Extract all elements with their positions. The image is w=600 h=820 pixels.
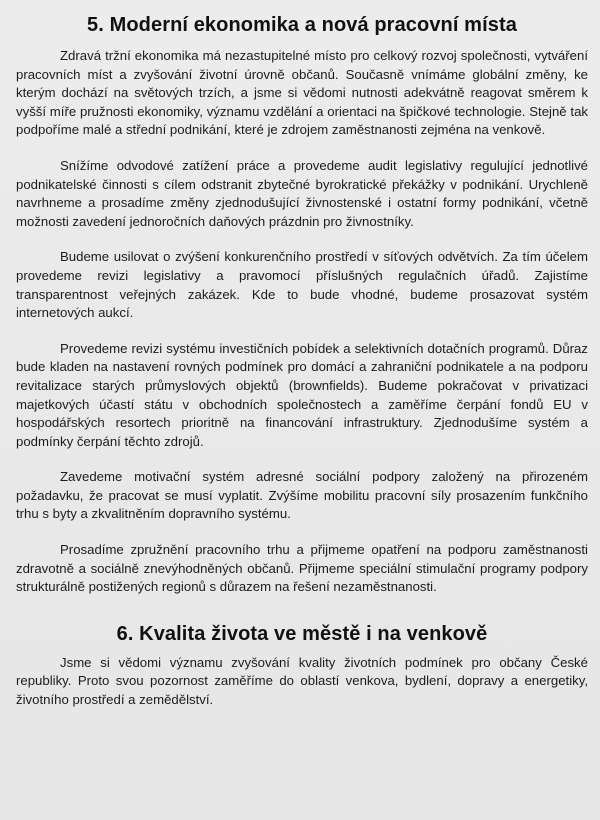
section-5-paragraph-1: Zdravá tržní ekonomika má nezastupitelné místo pro celkový rozvoj společnosti, vytváření pracovních míst a zvyšování životní úrovně občanů. Současně vnímáme globální změny, ke kterým dochází na světových trzích, a jsme si vědomi nutnosti adekvátně reagovat směrem k vyšší míře pružnosti ekonomiky, významu vzdělání a orientaci na špičkové technologie. Stejně tak podpoříme malé a střední podnikání, které je zdrojem zaměstnanosti zejména na venkově. [16,48,588,138]
section-5-paragraph-5: Zavedeme motivační systém adresné sociální podpory založený na přirozeném požadavku, že pracovat se musí vyplatit. Zvýšíme mobilitu pracovní síly prosazením funkčního trhu s byty a zkvalitněním dopravního systému. [16,469,588,522]
section-5-paragraph-2: Snížíme odvodové zatížení práce a provedeme audit legislativy regulující jednotlivé podnikatelské činnosti s cílem odstranit zbytečné byrokratické překážky v podnikání. Urychleně navrhneme a prosadíme změny zjednodušující živnostenské i ostatní formy podnikání, včetně možnosti zavedení jednoročních daňových prázdnin pro živnostníky. [16,157,588,229]
section-5-paragraph-6: Prosadíme zpružnění pracovního trhu a přijmeme opatření na podporu zaměstnanosti zdravotně a sociálně znevýhodněných občanů. Přijmeme speciální stimulační programy podpory strukturálně postižených regionů s důrazem na řešení nezaměstnanosti. [16,542,588,595]
section-5-heading: 5. Moderní ekonomika a nová pracovní místa [87,14,517,36]
section-6-heading: 6. Kvalita života ve městě i na venkově [116,622,488,645]
section-5-paragraph-3: Budeme usilovat o zvýšení konkurenčního prostředí v síťových odvětvích. Za tím účelem provedeme revizi legislativy a pravomocí příslušných regulačních úřadů. Zajistíme transparentnost veřejných zakázek. Kde to bude vhodné, budeme prosazovat systém internetových aukcí. [16,249,588,321]
section-6-paragraph-1: Jsme si vědomi významu zvyšování kvality životních podmínek pro občany České republiky. Proto svou pozornost zaměříme do oblastí venkova, bydlení, dopravy a energetiky, životního prostředí a zemědělství. [16,654,588,708]
section-5-paragraph-4: Provedeme revizi systému investičních pobídek a selektivních dotačních programů. Důraz bude kladen na nastavení rovných podmínek pro domácí a zahraniční podnikatele a na podporu revitalizace starých průmyslových objektů (brownfields). Budeme pokračovat v privatizaci majetkových účastí státu v obchodních společnostech a zaměříme čerpání fondů EU v hospodářských resortech prioritně na financování infrastruktury. Zjednodušíme systém a podmínky čerpání těchto zdrojů. [16,340,588,449]
